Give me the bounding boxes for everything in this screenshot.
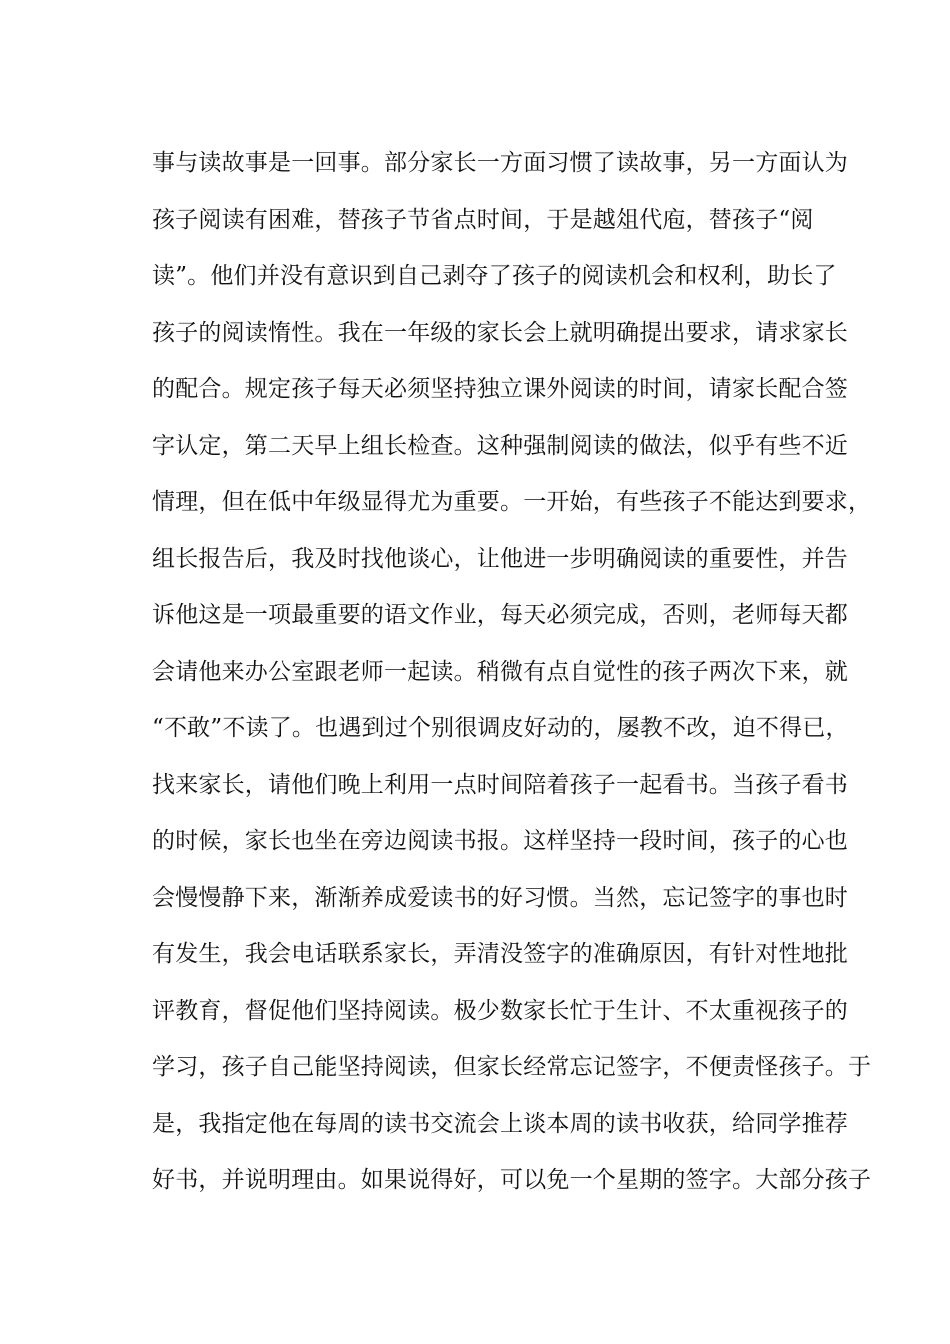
text-line: 有发生，我会电话联系家长，弄清没签字的准确原因，有针对性地批 — [152, 941, 848, 967]
text-line: 的配合。规定孩子每天必须坚持独立课外阅读的时间，请家长配合签 — [152, 376, 848, 402]
text-line: 孩子的阅读惰性。我在一年级的家长会上就明确提出要求，请求家长 — [152, 319, 848, 346]
text-line: 学习，孩子自己能坚持阅读，但家长经常忘记签字，不便责怪孩子。于 — [152, 1054, 872, 1080]
text-line: 评教育，督促他们坚持阅读。极少数家长忙于生计、不太重视孩子的 — [152, 997, 848, 1024]
text-line: 会请他来办公室跟老师一起读。稍微有点自觉性的孩子两次下来，就 — [152, 658, 848, 685]
text-line: 是，我指定他在每周的读书交流会上谈本周的读书收获，给同学推荐 — [152, 1110, 848, 1137]
text-line: 字认定，第二天早上组长检查。这种强制阅读的做法，似乎有些不近 — [152, 432, 848, 459]
text-line: 的时候，家长也坐在旁边阅读书报。这样坚持一段时间，孩子的心也 — [152, 828, 848, 854]
text-line: 会慢慢静下来，渐渐养成爱读书的好习惯。当然，忘记签字的事也时 — [152, 884, 848, 911]
text-line: 读”。他们并没有意识到自己剥夺了孩子的阅读机会和权利，助长了 — [152, 263, 837, 289]
text-line: 孩子阅读有困难，替孩子节省点时间，于是越俎代庖，替孩子“阅 — [152, 206, 814, 233]
text-line: “不敢”不读了。也遇到过个别很调皮好动的，屡教不改，迫不得已， — [152, 715, 849, 741]
text-line: 找来家长，请他们晚上利用一点时间陪着孩子一起看书。当孩子看书 — [152, 771, 848, 798]
text-line: 情理，但在低中年级显得尤为重要。一开始，有些孩子不能达到要求， — [152, 489, 872, 515]
text-line: 组长报告后，我及时找他谈心，让他进一步明确阅读的重要性，并告 — [152, 545, 848, 572]
text-line: 事与读故事是一回事。部分家长一方面习惯了读故事，另一方面认为 — [152, 150, 848, 176]
text-line: 好书，并说明理由。如果说得好，可以免一个星期的签字。大部分孩子 — [152, 1167, 872, 1193]
text-line: 诉他这是一项最重要的语文作业，每天必须完成，否则，老师每天都 — [152, 602, 848, 628]
body-text — [152, 140, 872, 1214]
